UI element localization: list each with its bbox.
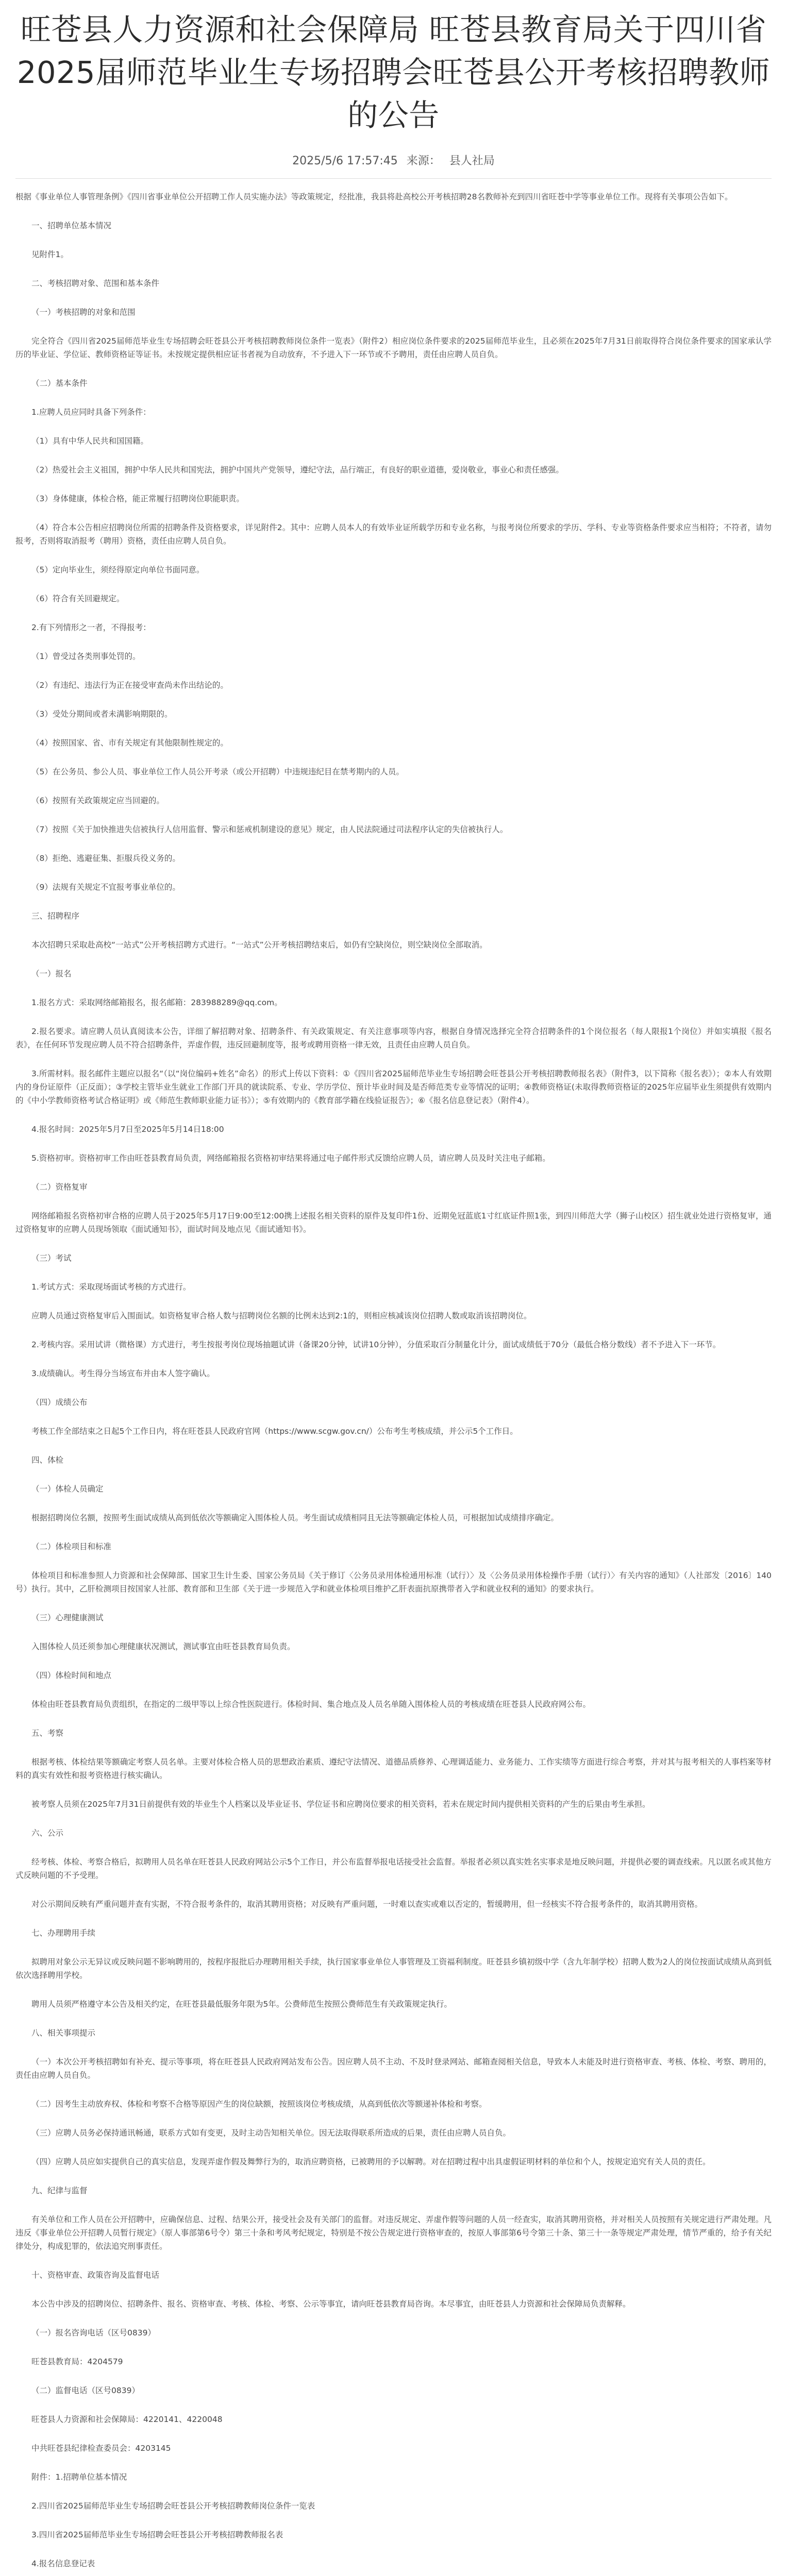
paragraph: 4.报名时间：2025年5月7日至2025年5月14日18:00 (31, 1125, 224, 1134)
paragraph: 2.报名要求。请应聘人员认真阅读本公告，详细了解招聘对象、招聘条件、有关政策规定、有关注意事项等内容，根据自身情况选择完全符合招聘条件的1个岗位报名（每人限报1个岗位）并如实填报《报名表》，在任何环节发现应聘人员不符合招聘条件，弄虚作假，违反回避制度等，报考或聘用资格一律无效，且责任由应聘人员自负。 (15, 1027, 772, 1049)
paragraph: （5）在公务员、参公人员、事业单位工作人员公开考录（或公开招聘）中违规违纪目在禁考期内的人员。 (31, 767, 404, 776)
paragraph: （二）资格复审 (31, 1182, 88, 1192)
paragraph: 入围体检人员还须参加心理健康状况测试，测试事宜由旺苍县教育局负责。 (31, 1642, 295, 1651)
paragraph: 经考核、体检、考察合格后，拟聘用人员名单在旺苍县人民政府网站公示5个工作日，并公布监督举报电话接受社会监督。举报者必须以真实姓名实事求是地反映问题，并提供必要的调查线索。凡以匿名或其他方式反映问题的不予受理。 (15, 1857, 772, 1880)
paragraph: 2.有下列情形之一者，不得报考： (31, 623, 151, 632)
paragraph: （二）因考生主动放弃权、体检和考察不合格等原因产生的岗位缺额，按照该岗位考核成绩，从高到低依次等额递补体检和考察。 (31, 2099, 487, 2109)
paragraph: 体检由旺苍县教育局负责组织，在指定的二级甲等以上综合性医院进行。体检时间、集合地点及人员名单随入围体检人员的考核成绩在旺苍县人民政府网公布。 (31, 1700, 591, 1709)
paragraph: 本次招聘只采取赴高校“一站式”公开考核招聘方式进行。“一站式”公开考核招聘结束后，如仍有空缺岗位，则空缺岗位全部取消。 (31, 940, 488, 950)
paragraph: 被考察人员须在2025年7月31日前提供有效的毕业生个人档案以及毕业证书、学位证书和应聘岗位要求的相关资料，若未在规定时间内提供相关资料的产生的后果由考生承担。 (31, 1800, 650, 1809)
paragraph: 十、资格审查、政策咨询及监督电话 (31, 2270, 160, 2280)
paragraph: 有关单位和工作人员在公开招聘中，应确保信息、过程、结果公开，接受社会及有关部门的监督。对违反规定、弄虚作假等问题的人员一经查实，取消其聘用资格，并对相关人员按照有关规定进行严肃处理。凡违反《事业单位公开招聘人员暂行规定》（原人事部第6号令）第三十条和考风考纪规定，特别是不按公告规定进行资格审查的，按原人事部第6号令第三十条、第三十一条等规定严肃处理，情节严重的，给予有关纪律处分，构成犯罪的，依法追究刑事责任。 (15, 2215, 772, 2251)
paragraph: （1）曾受过各类刑事处罚的。 (31, 652, 141, 661)
paragraph: 体检项目和标准参照人力资源和社会保障部、国家卫生计生委、国家公务员局《关于修订〈公务员录用体检通用标准（试行）〉及〈公务员录用体检操作手册（试行）〉有关内容的通知》（人社部发〔2016〕140号）执行。其中，乙肝检测项目按国家人社部、教育部和卫生部《关于进一步规范入学和就业体检项目维护乙肝表面抗原携带者入学和就业权利的通知》的要求执行。 (15, 1571, 772, 1594)
paragraph: 考核工作全部结束之日起5个工作日内，将在旺苍县人民政府官网（https://www.scgw.gov.cn/）公布考生考核成绩，并公示5个工作日。 (31, 1427, 518, 1436)
paragraph: 本公告中涉及的招聘岗位、招聘条件、报名、资格审查、考核、体检、考察、公示等事宜，请向旺苍县教育局咨询。本尽事宜，由旺苍县人力资源和社会保障局负责解释。 (31, 2299, 631, 2309)
paragraph: 网络邮箱报名资格初审合格的应聘人员于2025年5月17日9:00至12:00携上述报名相关资料的原件及复印件1份、近期免冠蓝底1寸红底证件照1张，到四川师范大学（狮子山校区）招生就业处进行资格复审，通过资格复审的应聘人员现场领取《面试通知书》，面试时间及地点见《面试通知书》。 (15, 1211, 772, 1234)
paragraph: 拟聘用对象公示无异议或反映问题不影响聘用的，按程序报批后办理聘用相关手续，执行国家事业单位人事管理及工资福利制度。旺苍县乡镇初级中学（含九年制学校）招聘人数为2人的岗位按面试成绩从高到低依次选择聘用学校。 (15, 1957, 772, 1980)
paragraph: 五、考察 (31, 1728, 64, 1738)
paragraph: （4）按照国家、省、市有关规定有其他限制性规定的。 (31, 738, 228, 748)
paragraph: 旺苍县人力资源和社会保障局：4220141、4220048 (31, 2415, 223, 2424)
page-title: 旺苍县人力资源和社会保障局 旺苍县教育局关于四川省2025届师范毕业生专场招聘会旺苍县公开考核招聘教师的公告 (16, 12, 771, 133)
paragraph: 3.四川省2025届师范毕业生专场招聘会旺苍县公开考核招聘教师报名表 (31, 2530, 283, 2539)
paragraph: 4.报名信息登记表 (31, 2559, 95, 2568)
source-name: 县人社局 (449, 155, 495, 167)
paragraph: 1.考试方式：采取现场面试考核的方式进行。 (31, 1282, 191, 1292)
article-meta (15, 152, 772, 168)
paragraph: （四）成绩公布 (31, 1398, 88, 1407)
paragraph: （三）考试 (31, 1253, 72, 1263)
paragraph: （7）按照《关于加快推进失信被执行人信用监督、警示和惩戒机制建设的意见》规定，由人民法院通过司法程序认定的失信被执行人。 (31, 825, 508, 834)
paragraph: 中共旺苍县纪律检查委员会：4203145 (31, 2444, 171, 2453)
paragraph: 六、公示 (31, 1828, 64, 1838)
paragraph: 3.所需材料。报名邮件主题应以报名“（以“岗位编码+姓名”命名）的形式上传以下资料：①《四川省2025届师范毕业生专场招聘会旺苍县公开考核招聘教师报名表》（附件3，以下简称《报名表》）；②本人有效期内的身份证原件（正反面）；③学校主管毕业生就业工作部门开具的就读院系、专业、学历学位、预计毕业时间及是否师范类专业等情况的证明；④教师资格证(未取得教师资格证的2025年应届毕业生须提供有效期内的《中小学教师资格考试合格证明》或《师范生教师职业能力证书》）；⑤有效期内的《教育部学籍在线验证报告》；⑥《报名信息登记表》（附件4）。 (15, 1069, 772, 1105)
paragraph: （6）符合有关回避规定。 (31, 594, 125, 603)
paragraph: 3.成绩确认。考生得分当场宣布并由本人签字确认。 (31, 1369, 215, 1378)
paragraph: （四）应聘人员应如实提供自己的真实信息，发现弄虚作假及舞弊行为的，取消应聘资格，已被聘用的予以解聘。对在招聘过程中出具虚假证明材料的单位和个人，按规定追究有关人员的责任。 (31, 2157, 711, 2166)
paragraph: 二、考核招聘对象、范围和基本条件 (31, 279, 160, 288)
paragraph: 七、办理聘用手续 (31, 1928, 96, 1938)
paragraph: 应聘人员通过资格复审后入围面试。如资格复审合格人数与招聘岗位名额的比例未达到2:1的，则相应核减该岗位招聘人数或取消该招聘岗位。 (31, 1311, 532, 1320)
paragraph: （5）定向毕业生，须经得原定向单位书面同意。 (31, 565, 205, 574)
paragraph: 根据考核、体检结果等额确定考察人员名单。主要对体检合格人员的思想政治素质、遵纪守法情况、道德品质修养、心理调适能力、业务能力、工作实绩等方面进行综合考察，并对其与报考相关的人事档案等材料的真实有效性和报考资格进行核实确认。 (15, 1757, 772, 1780)
paragraph: 八、相关事项提示 (31, 2028, 96, 2038)
paragraph: 旺苍县教育局：4204579 (31, 2357, 123, 2366)
paragraph: （8）拒绝、逃避征集、拒服兵役义务的。 (31, 854, 180, 863)
paragraph: 2.考核内容。采用试讲（微格课）方式进行，考生按报考岗位现场抽题试讲（备课20分钟，试讲10分钟），分值采取百分制量化计分，面试成绩低于70分（最低合格分数线）者不予进入下一环节。 (31, 1340, 721, 1349)
paragraph: 一、招聘单位基本情况 (31, 221, 112, 230)
paragraph: 根据招聘岗位名额，按照考生面试成绩从高到低依次等额确定入围体检人员。考生面试成绩相同且无法等额确定体检人员，可根据加试成绩排序确定。 (31, 1513, 559, 1522)
paragraph: （三）心理健康测试 (31, 1613, 104, 1622)
paragraph: （2）有违纪、违法行为正在接受审查尚未作出结论的。 (31, 681, 228, 690)
paragraph: （1）具有中华人民共和国国籍。 (31, 436, 148, 446)
source-label: 来源： (406, 155, 441, 167)
paragraph: （一）考核招聘的对象和范围 (31, 308, 136, 317)
paragraph: （9）法规有关规定不宜报考事业单位的。 (31, 883, 180, 892)
paragraph: （4）符合本公告相应招聘岗位所需的招聘条件及资格要求，详见附件2。其中：应聘人员本人的有效毕业证所载学历和专业名称，与报考岗位所要求的学历、学科、专业等资格条件要求应当相符；不符者，请勿报考，否则将取消报考（聘用）资格，责任由应聘人员自负。 (15, 523, 772, 546)
paragraph: （3）身体健康，体检合格，能正常履行招聘岗位职能职责。 (31, 494, 244, 503)
paragraph: 附件：1.招聘单位基本情况 (31, 2472, 127, 2482)
paragraph: （二）监督电话（区号0839） (31, 2386, 140, 2395)
paragraph: 1.应聘人员应同时具备下列条件： (31, 408, 151, 417)
divider (15, 178, 772, 179)
paragraph: （一）报名咨询电话（区号0839） (31, 2328, 156, 2337)
paragraph: （3）受处分期间或者未满影响期限的。 (31, 709, 173, 719)
paragraph: 四、体检 (31, 1455, 64, 1465)
article-body (15, 190, 772, 2570)
paragraph: （一）体检人员确定 (31, 1484, 104, 1494)
paragraph: 聘用人员须严格遵守本公告及相关约定，在旺苍县最低服务年限为5年。公费师范生按照公费师范生有关政策规定执行。 (31, 1999, 452, 2009)
publish-datetime: 2025/5/6 17:57:45 (292, 155, 398, 167)
paragraph: （一）报名 (31, 969, 72, 978)
paragraph: 对公示期间反映有严重问题并查有实据，不符合报考条件的，取消其聘用资格；对反映有严重问题，一时难以查实或难以否定的，暂缓聘用，但一经核实不符合报考条件的，取消其聘用资格。 (31, 1900, 703, 1909)
paragraph: 根据《事业单位人事管理条例》《四川省事业单位公开招聘工作人员实施办法》等政策规定，经批准，我县将赴高校公开考核招聘28名教师补充到四川省旺苍中学等事业单位工作。现将有关事项公告如下。 (15, 192, 733, 201)
paragraph: 1.报名方式：采取网络邮箱报名，报名邮箱：283988289@qq.com。 (31, 998, 282, 1007)
paragraph: （二）体检项目和标准 (31, 1542, 112, 1551)
paragraph: 2.四川省2025届师范毕业生专场招聘会旺苍县公开考核招聘教师岗位条件一览表 (31, 2501, 315, 2511)
paragraph: （四）体检时间和地点 (31, 1671, 112, 1680)
paragraph: （6）按照有关政策规定应当回避的。 (31, 796, 164, 805)
paragraph: 九、纪律与监督 (31, 2186, 88, 2195)
paragraph: 三、招聘程序 (31, 911, 80, 921)
paragraph: （一）本次公开考核招聘如有补充、提示等事项，将在旺苍县人民政府网站发布公告。因应聘人员不主动、不及时登录网站、邮箱查阅相关信息，导致本人未能及时进行资格审查、考核、体检、考察、聘用的，责任由应聘人员自负。 (15, 2057, 772, 2080)
paragraph: 5.资格初审。资格初审工作由旺苍县教育局负责，网络邮箱报名资格初审结果将通过电子邮件形式反馈给应聘人员，请应聘人员及时关注电子邮箱。 (31, 1154, 550, 1163)
paragraph: （二）基本条件 (31, 379, 88, 388)
paragraph: （2）热爱社会主义祖国，拥护中华人民共和国宪法，拥护中国共产党领导，遵纪守法，品行端正，有良好的职业道德，爱岗敬业，事业心和责任感强。 (31, 465, 564, 474)
paragraph: （三）应聘人员务必保持通讯畅通，联系方式如有变更，及时主动告知相关单位。因无法取得联系所造成的后果，责任由应聘人员自负。 (31, 2128, 511, 2138)
paragraph: 见附件1。 (31, 250, 69, 259)
paragraph: 完全符合《四川省2025届师范毕业生专场招聘会旺苍县公开考核招聘教师岗位条件一览表》（附件2）相应岗位条件要求的2025届师范毕业生，且必须在2025年7月31日前取得符合岗位条件要求的国家承认学历的毕业证、学位证、教师资格证等证书。未按规定提供相应证书者视为自动放弃，不予进入下一环节或不予聘用，责任由应聘人员自负。 (15, 336, 772, 359)
